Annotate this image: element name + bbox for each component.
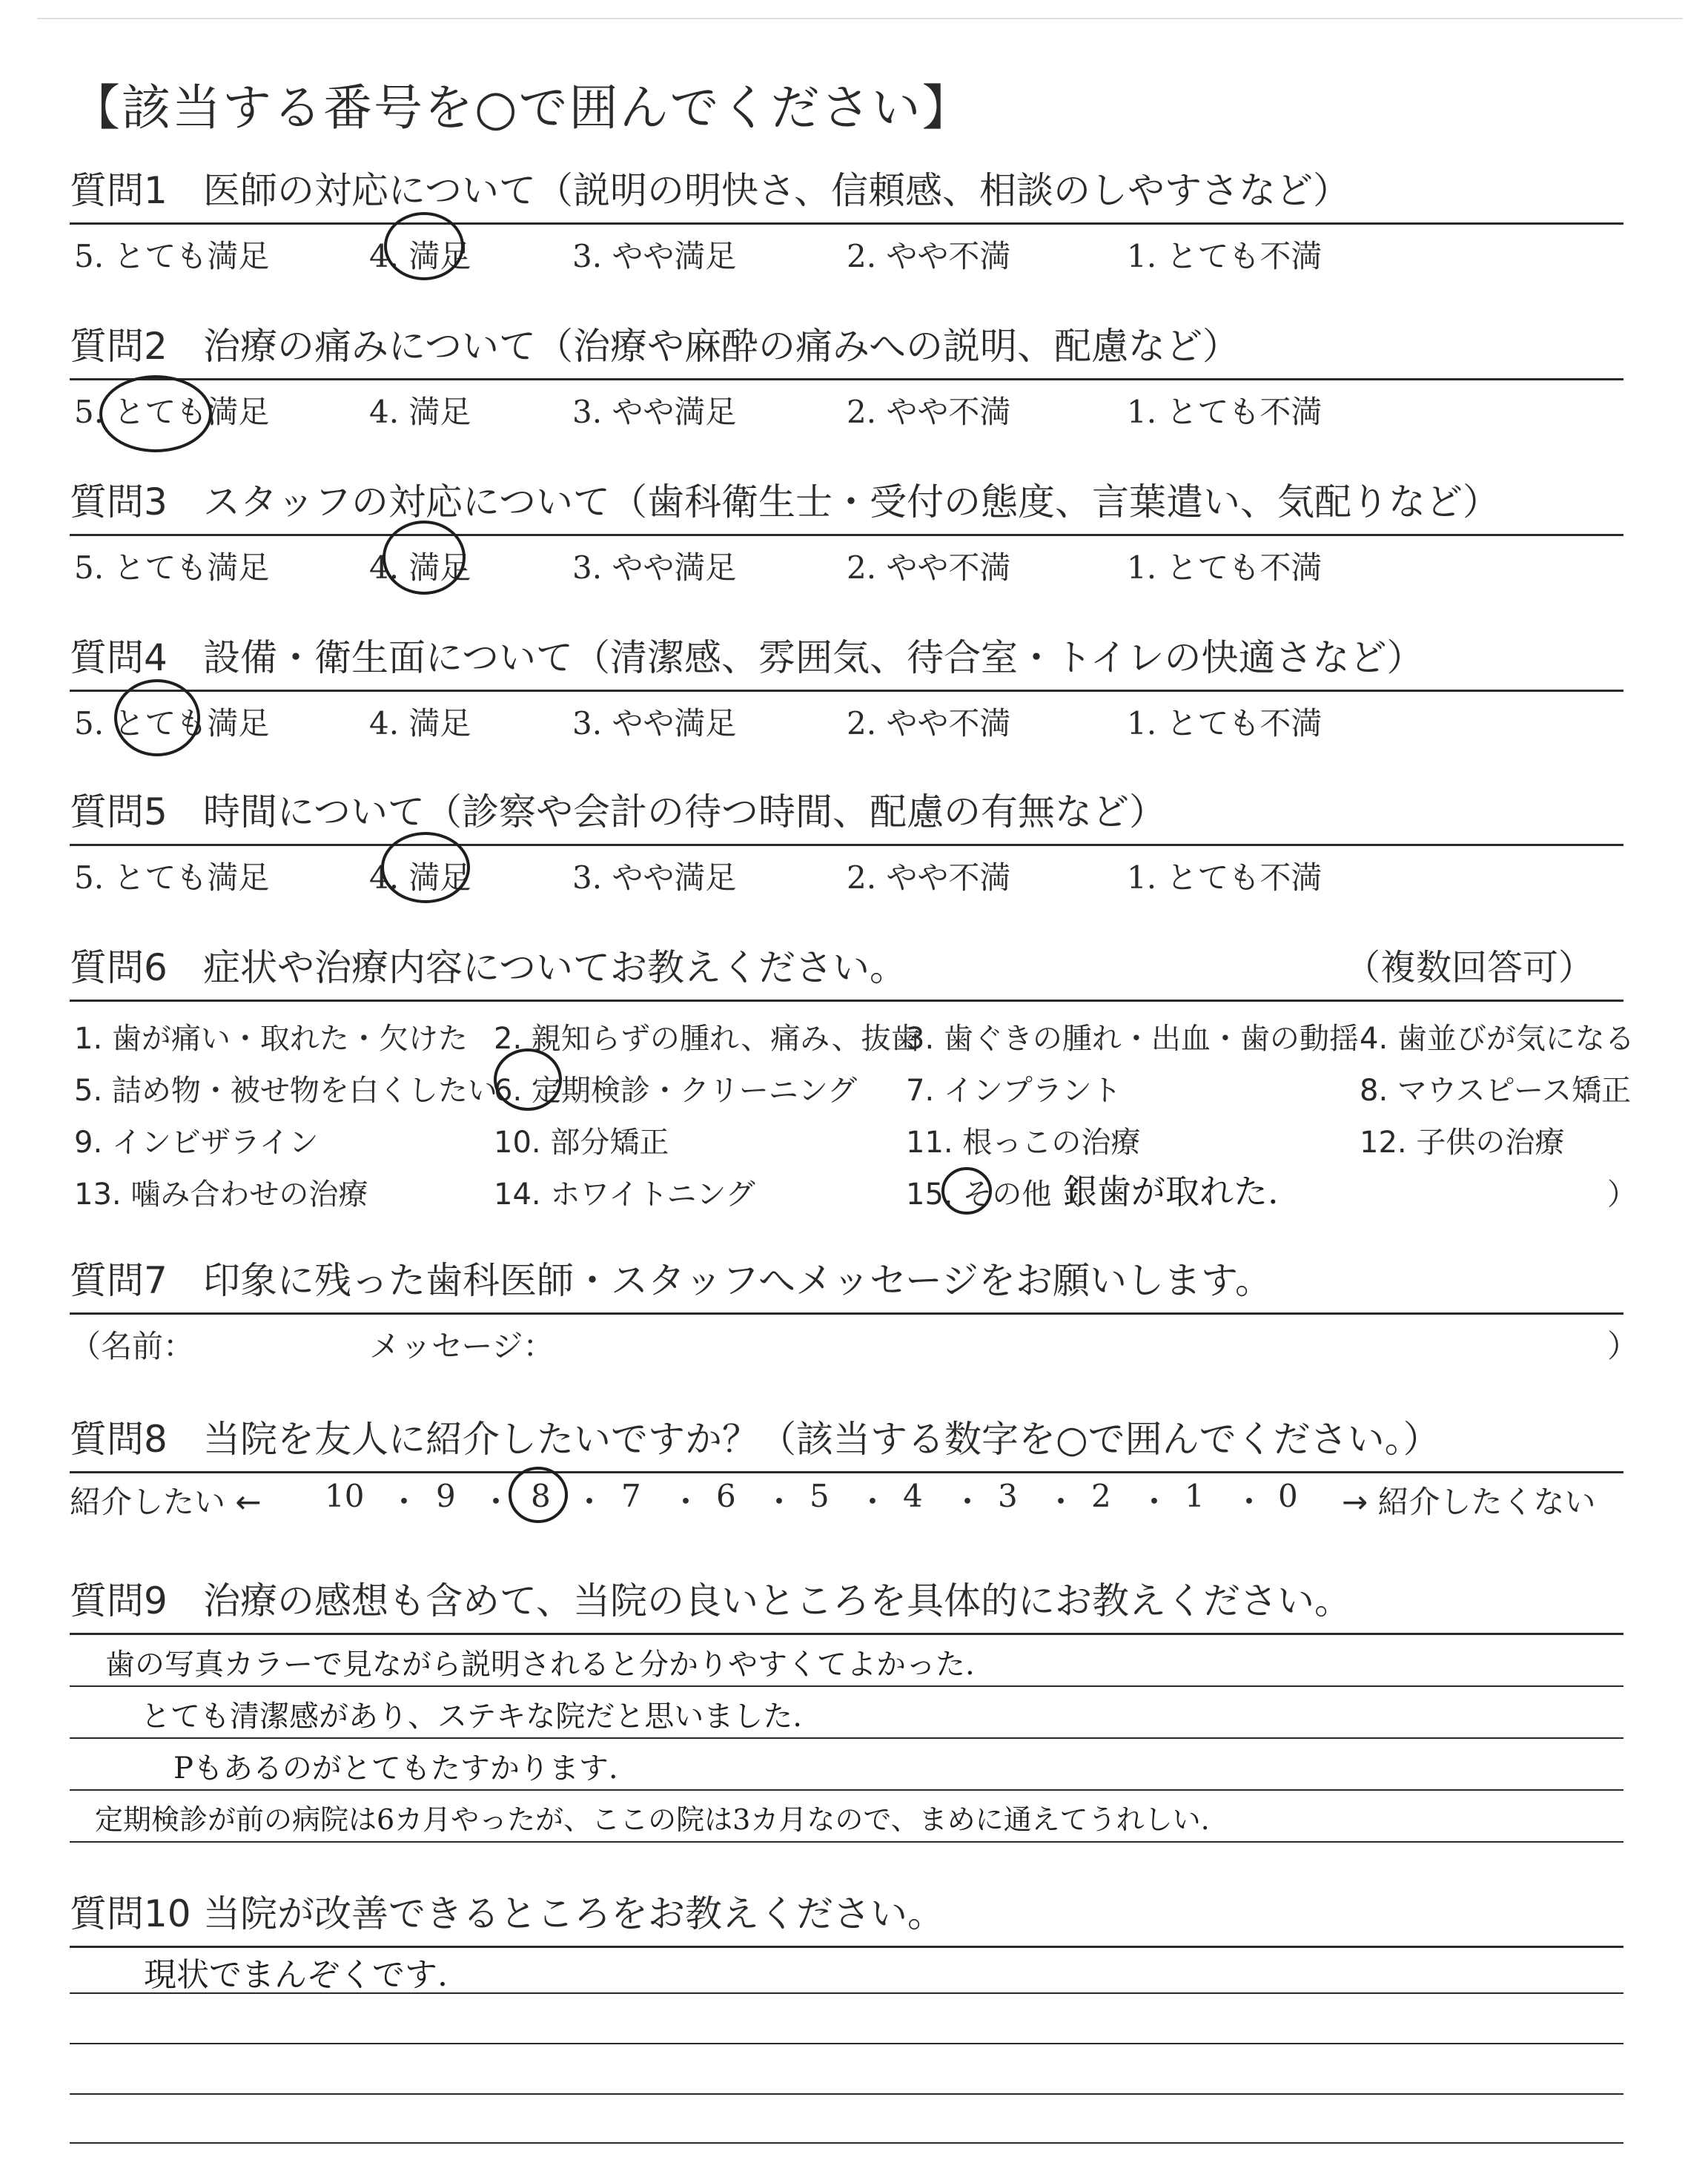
- scale-value-2[interactable]: 2: [1091, 1478, 1111, 1514]
- scale-dot: ・: [388, 1484, 420, 1520]
- option-1[interactable]: 1. とても不満: [1127, 238, 1323, 274]
- answer-lines: [70, 1948, 1623, 2156]
- question-number: 質問6: [70, 946, 168, 989]
- scale-value-3[interactable]: 3: [998, 1478, 1018, 1514]
- handwritten-answer: 歯の写真カラーで見ながら説明されると分かりやすくてよかった.: [105, 1648, 975, 1682]
- handwritten-answer: 現状でまんぞくです.: [144, 1956, 448, 1994]
- rating-options: [70, 853, 1623, 901]
- scale-value-6[interactable]: 6: [716, 1478, 736, 1514]
- symptom-option[interactable]: 12. 子供の治療: [1360, 1126, 1565, 1160]
- divider: [70, 690, 1623, 692]
- question-4: [70, 632, 1623, 747]
- question-number: 質問5: [70, 790, 168, 833]
- option-5[interactable]: 5. とても満足: [74, 859, 270, 896]
- other-handwritten-text: 銀歯が取れた.: [1063, 1172, 1279, 1212]
- symptom-option[interactable]: 9. インビザライン: [74, 1126, 319, 1160]
- scale-value-0[interactable]: 0: [1278, 1478, 1298, 1514]
- question-text: 時間について（診察や会計の待つ時間、配慮の有無など）: [203, 790, 1166, 833]
- option-2[interactable]: 2. やや不満: [847, 859, 1011, 896]
- option-3[interactable]: 3. やや満足: [572, 549, 737, 586]
- scale-value-7[interactable]: 7: [621, 1478, 641, 1514]
- rating-options: [70, 388, 1623, 435]
- option-4[interactable]: 4. 満足: [369, 238, 471, 274]
- page-title: 【該当する番号を○で囲んでください】: [71, 79, 973, 136]
- rating-options: [70, 232, 1623, 280]
- question-3: [70, 476, 1623, 591]
- option-5[interactable]: 5. とても満足: [74, 549, 270, 586]
- handwritten-answer: Pもあるのがとてもたすかります.: [173, 1751, 618, 1786]
- symptom-option[interactable]: 8. マウスピース矯正: [1360, 1074, 1632, 1108]
- scale-value-9[interactable]: 9: [436, 1478, 456, 1514]
- divider: [70, 1000, 1623, 1002]
- question-number: 質問10: [70, 1892, 191, 1935]
- option-4[interactable]: 4. 満足: [369, 859, 471, 896]
- question-text: 設備・衛生面について（清潔感、雰囲気、待合室・トイレの快適さなど）: [203, 636, 1424, 679]
- answer-rule: [70, 1737, 1623, 1739]
- rating-options: [70, 544, 1623, 591]
- close-paren: ）: [1607, 1328, 1639, 1364]
- scale-dot: ・: [1139, 1484, 1171, 1520]
- option-3[interactable]: 3. やや満足: [572, 859, 737, 896]
- question-number: 質問9: [70, 1579, 168, 1622]
- option-2[interactable]: 2. やや不満: [847, 705, 1011, 742]
- answer-rule: [70, 1841, 1623, 1843]
- scan-edge: [37, 18, 1683, 19]
- answer-rule: [70, 2093, 1623, 2095]
- scale-dot: ・: [1234, 1484, 1265, 1520]
- symptom-option[interactable]: 14. ホワイトニング: [494, 1178, 755, 1212]
- symptom-option[interactable]: 13. 噛み合わせの治療: [74, 1178, 368, 1212]
- scale-value-1[interactable]: 1: [1185, 1478, 1205, 1514]
- option-1[interactable]: 1. とても不満: [1127, 859, 1323, 896]
- option-3[interactable]: 3. やや満足: [572, 238, 737, 274]
- question-text: 当院が改善できるところをお教えください。: [203, 1892, 944, 1935]
- scale-right-label: → 紹介したくない: [1342, 1484, 1596, 1520]
- question-6: [70, 942, 1637, 1212]
- option-4[interactable]: 4. 満足: [369, 705, 471, 742]
- question-text: スタッフの対応について（歯科衛生士・受付の態度、言葉遣い、気配りなど）: [203, 480, 1500, 524]
- scale-dot: ・: [952, 1484, 984, 1520]
- symptom-option[interactable]: 7. インプラント: [906, 1074, 1122, 1108]
- option-4[interactable]: 4. 満足: [369, 394, 471, 430]
- option-4[interactable]: 4. 満足: [369, 549, 471, 586]
- scale-value-10[interactable]: 10: [325, 1478, 365, 1514]
- symptom-option[interactable]: 11. 根っこの治療: [906, 1126, 1141, 1160]
- option-3[interactable]: 3. やや満足: [572, 394, 737, 430]
- option-5[interactable]: 5. とても満足: [74, 705, 270, 742]
- rating-options: [70, 699, 1623, 747]
- answer-lines: [70, 1635, 1623, 1857]
- question-number: 質問8: [70, 1418, 168, 1461]
- answer-rule: [70, 2043, 1623, 2044]
- question-text: 症状や治療内容についてお教えください。: [203, 946, 907, 989]
- question-number: 質問7: [70, 1259, 168, 1302]
- symptom-option[interactable]: 3. 歯ぐきの腫れ・出血・歯の動揺: [906, 1022, 1359, 1056]
- name-field-label[interactable]: （名前：: [70, 1328, 195, 1364]
- other-close-paren: ）: [1607, 1178, 1637, 1212]
- option-2[interactable]: 2. やや不満: [847, 238, 1011, 274]
- scale-value-8[interactable]: 8: [531, 1478, 551, 1514]
- scale-dot: ・: [857, 1484, 889, 1520]
- question-number: 質問2: [70, 325, 168, 368]
- answer-rule: [70, 1789, 1623, 1791]
- option-3[interactable]: 3. やや満足: [572, 705, 737, 742]
- scale-dot: ・: [480, 1484, 512, 1520]
- question-8: [70, 1413, 1623, 1525]
- option-5[interactable]: 5. とても満足: [74, 238, 270, 274]
- message-fields: [70, 1322, 1639, 1370]
- question-number: 質問4: [70, 636, 168, 679]
- question-text: 医師の対応について（説明の明快さ、信頼感、相談のしやすさなど）: [203, 169, 1350, 212]
- option-5[interactable]: 5. とても満足: [74, 394, 270, 430]
- symptom-option[interactable]: 6. 定期検診・クリーニング: [494, 1074, 858, 1108]
- scale-dot: ・: [574, 1484, 606, 1520]
- multiple-answers-note: （複数回答可）: [1344, 947, 1594, 988]
- option-1[interactable]: 1. とても不満: [1127, 394, 1323, 430]
- answer-rule: [70, 1685, 1623, 1687]
- question-text: 治療の痛みについて（治療や麻酔の痛みへの説明、配慮など）: [203, 325, 1239, 368]
- scale-dot: ・: [1045, 1484, 1077, 1520]
- symptom-option[interactable]: 10. 部分矯正: [494, 1126, 669, 1160]
- option-2[interactable]: 2. やや不満: [847, 394, 1011, 430]
- option-2[interactable]: 2. やや不満: [847, 549, 1011, 586]
- divider: [70, 844, 1623, 846]
- symptom-option[interactable]: 2. 親知らずの腫れ、痛み、抜歯: [494, 1022, 921, 1056]
- recommend-scale: [70, 1473, 1623, 1525]
- question-number: 質問3: [70, 480, 168, 524]
- question-text: 当院を友人に紹介したいですか？（該当する数字を○で囲んでください。）: [203, 1418, 1440, 1461]
- handwritten-answer: 定期検診が前の病院は6カ月やったが、ここの院は3カ月なので、まめに通えてうれしい.: [95, 1803, 1210, 1836]
- symptom-option[interactable]: 15. その他（: [906, 1178, 1082, 1212]
- divider: [70, 534, 1623, 536]
- handwritten-answer: とても清潔感があり、ステキな院だと思いました.: [141, 1700, 802, 1734]
- symptom-option[interactable]: 1. 歯が痛い・取れた・欠けた: [74, 1022, 468, 1056]
- question-text: 治療の感想も含めて、当院の良いところを具体的にお教えください。: [203, 1579, 1351, 1622]
- scale-dot: ・: [764, 1484, 795, 1520]
- question-2: [70, 320, 1623, 435]
- scale-dot: ・: [670, 1484, 702, 1520]
- divider: [70, 378, 1623, 380]
- scale-value-4[interactable]: 4: [903, 1478, 923, 1514]
- divider: [70, 222, 1623, 225]
- symptom-option[interactable]: 5. 詰め物・被せ物を白くしたい: [74, 1074, 497, 1108]
- question-number: 質問1: [70, 169, 168, 212]
- option-1[interactable]: 1. とても不満: [1127, 705, 1323, 742]
- scale-left-label: 紹介したい ←: [70, 1484, 262, 1520]
- message-field-label[interactable]: メッセージ：: [369, 1328, 555, 1364]
- symptom-option[interactable]: 4. 歯並びが気になる: [1360, 1022, 1635, 1056]
- divider: [70, 1312, 1623, 1315]
- question-text: 印象に残った歯科医師・スタッフへメッセージをお願いします。: [203, 1259, 1272, 1302]
- answer-rule: [70, 2142, 1623, 2144]
- question-7: [70, 1255, 1639, 1370]
- scale-value-5[interactable]: 5: [810, 1478, 830, 1514]
- question-9: [70, 1575, 1623, 1857]
- question-1: [70, 165, 1623, 280]
- question-5: [70, 786, 1623, 901]
- option-1[interactable]: 1. とても不満: [1127, 549, 1323, 586]
- question-10: [70, 1888, 1623, 2156]
